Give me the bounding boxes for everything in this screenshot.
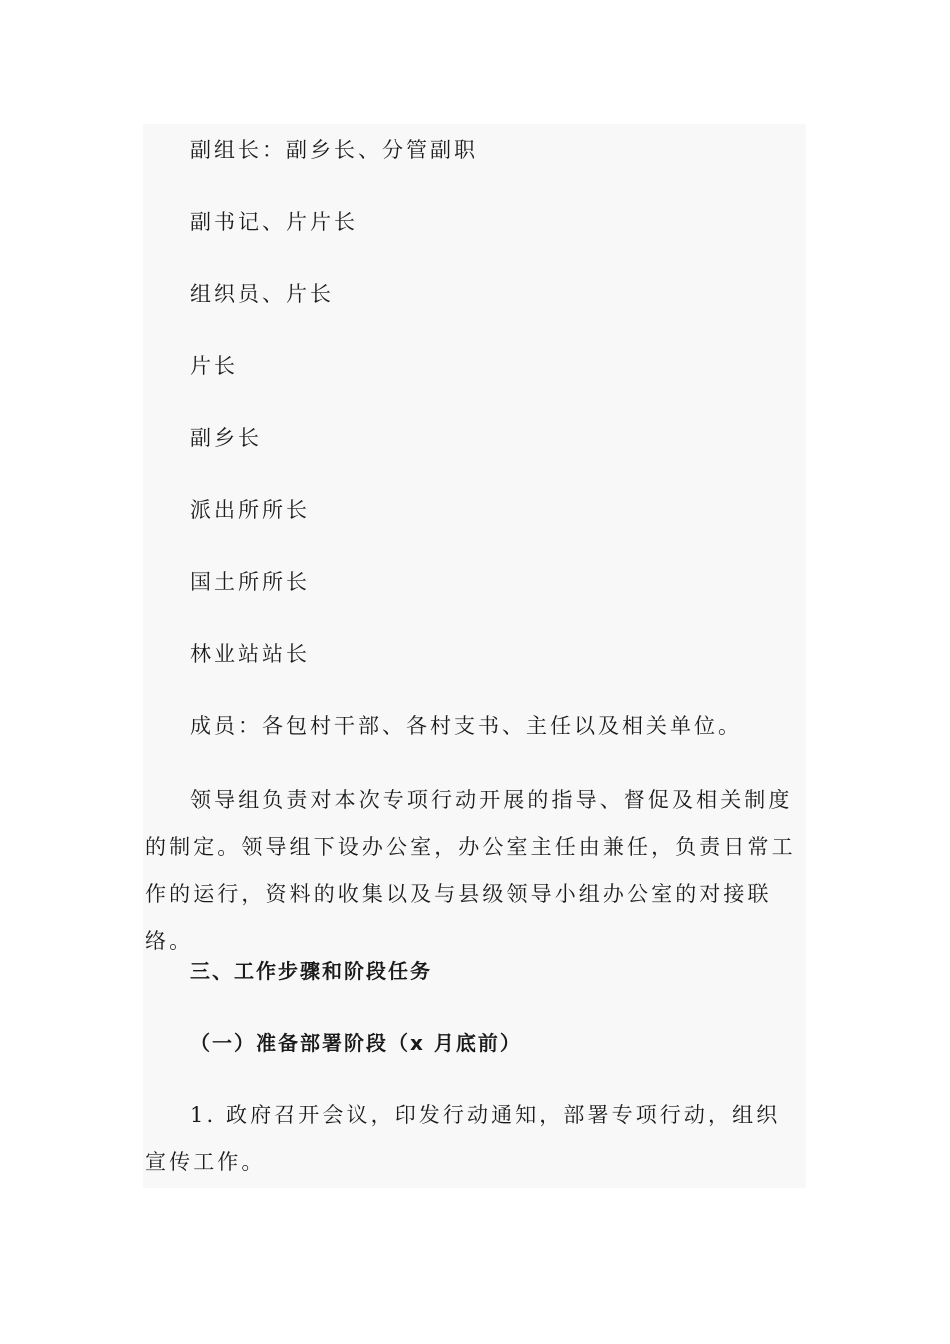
- text-line-police-station-head: 派出所所长: [190, 498, 310, 522]
- text-line-members: 成员：各包村干部、各村支书、主任以及相关单位。: [190, 714, 742, 738]
- paragraph-item-1: 1. 政府召开会议，印发行动通知，部署专项行动，组织宣传工作。: [145, 1103, 781, 1174]
- text-line-organizer: 组织员、片长: [190, 282, 334, 306]
- text-line-deputy-township-head: 副乡长: [190, 426, 262, 450]
- text-line-area-head: 片长: [190, 354, 238, 378]
- section-heading: 三、工作步骤和阶段任务: [190, 959, 432, 983]
- text-line-deputy-leader: 副组长：副乡长、分管副职: [190, 138, 478, 162]
- text-line-deputy-secretary: 副书记、片片长: [190, 210, 358, 234]
- text-line-land-office-head: 国土所所长: [190, 570, 310, 594]
- paragraph-leadership-duties: 领导组负责对本次专项行动开展的指导、督促及相关制度的制定。领导组下设办公室，办公室主任由兼任，负责日常工作的运行，资料的收集以及与县级领导小组办公室的对接联络。: [145, 788, 796, 953]
- subsection-heading: （一）准备部署阶段（x 月底前）: [190, 1031, 522, 1055]
- text-line-forestry-station-head: 林业站站长: [190, 642, 310, 666]
